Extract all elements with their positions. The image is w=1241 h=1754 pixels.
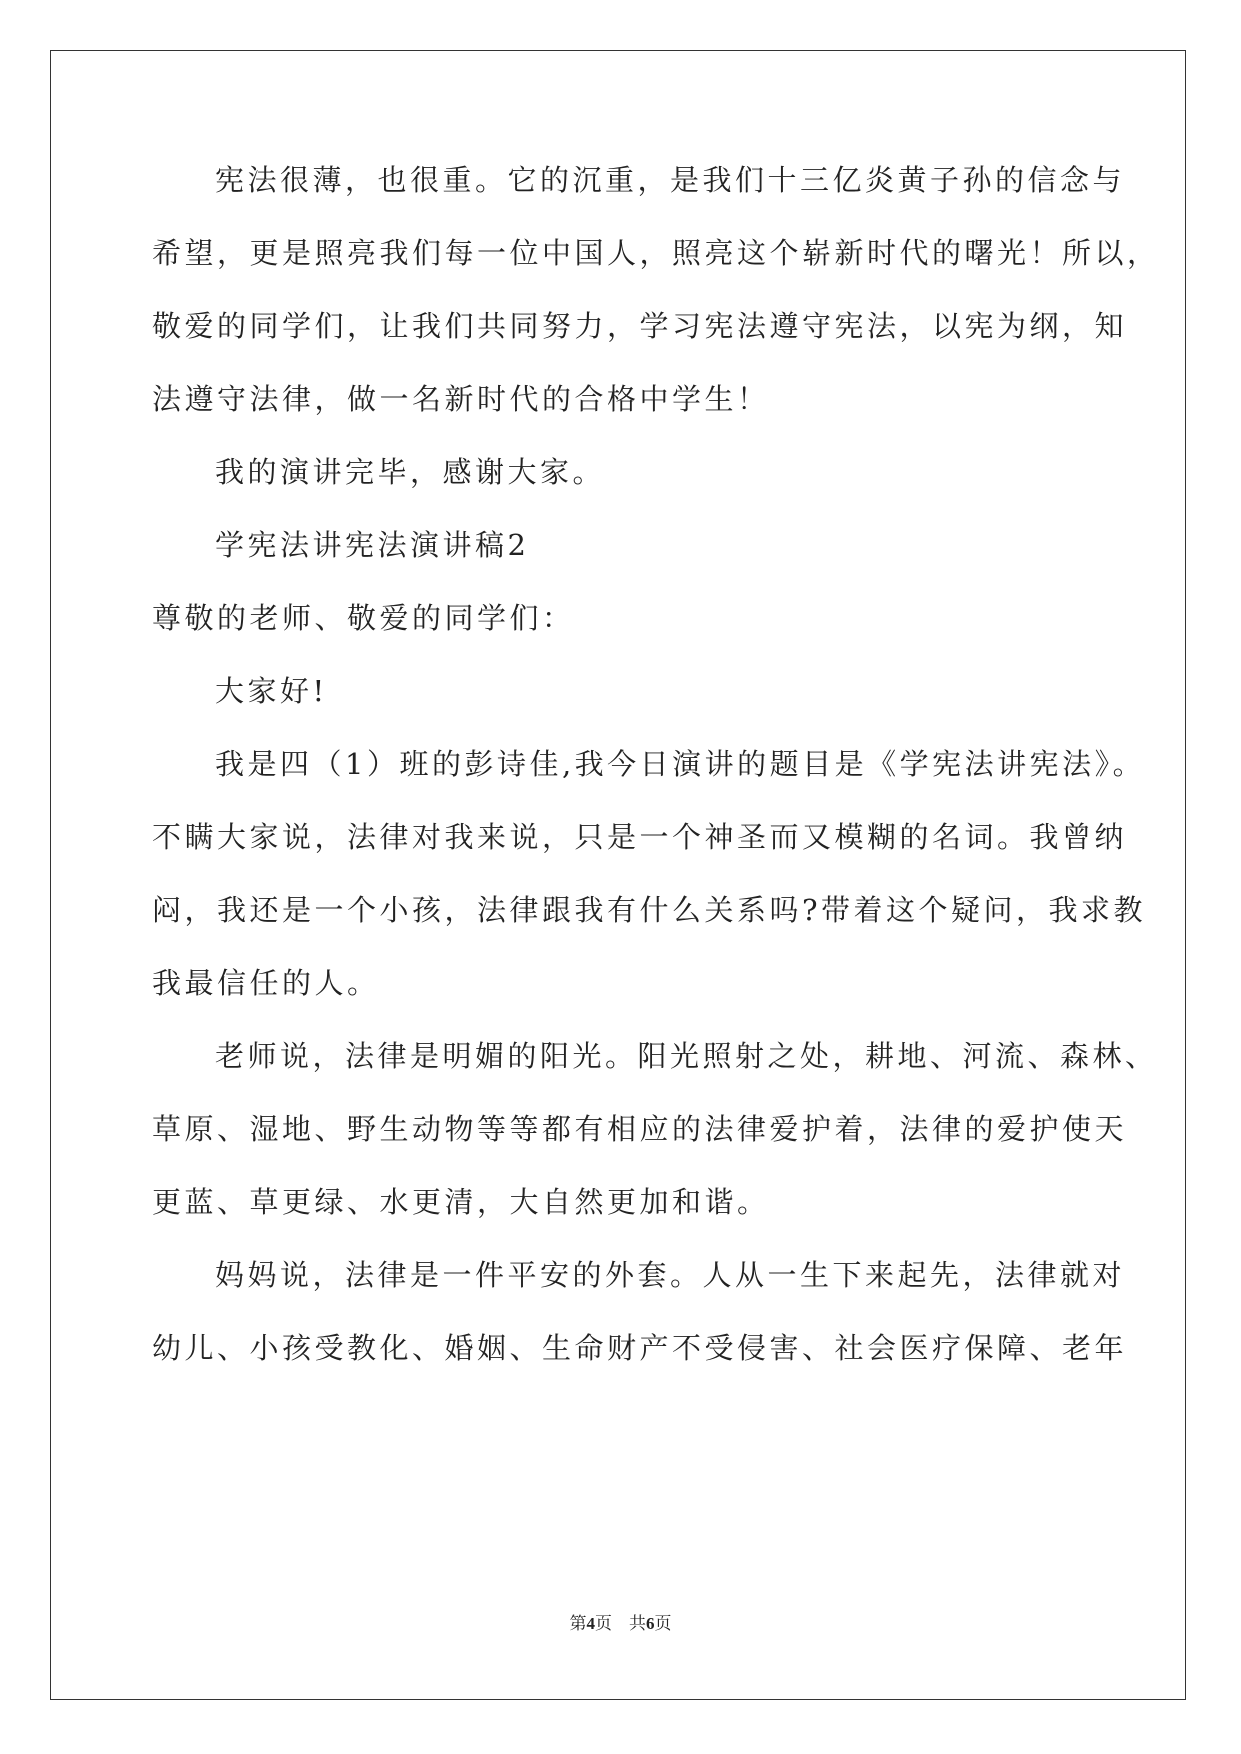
text-line: 我的演讲完毕，感谢大家。	[215, 455, 606, 489]
text-line: 法遵守法律，做一名新时代的合格中学生！	[152, 382, 770, 416]
page-total: 6	[646, 1614, 655, 1633]
page-footer	[0, 1612, 1241, 1636]
page-mid: 页 共	[595, 1614, 646, 1634]
text-line: 老师说，法律是明媚的阳光。阳光照射之处，耕地、河流、森林、	[215, 1039, 1158, 1073]
section-heading: 学宪法讲宪法演讲稿2	[215, 528, 530, 562]
text-line: 妈妈说，法律是一件平安的外套。人从一生下来起先，法律就对	[215, 1258, 1126, 1292]
text-line: 我最信任的人。	[152, 966, 380, 1000]
salutation: 尊敬的老师、敬爱的同学们：	[152, 601, 575, 635]
text-line: 草原、湿地、野生动物等等都有相应的法律爱护着，法律的爱护使天	[152, 1112, 1128, 1146]
text-line: 宪法很薄，也很重。它的沉重，是我们十三亿炎黄子孙的信念与	[215, 163, 1126, 197]
page-prefix: 第	[569, 1614, 587, 1634]
greeting: 大家好!	[215, 674, 328, 708]
text-line: 更蓝、草更绿、水更清，大自然更加和谐。	[152, 1185, 770, 1219]
text-line: 幼儿、小孩受教化、婚姻、生命财产不受侵害、社会医疗保障、老年	[152, 1331, 1128, 1365]
text-line: 闷，我还是一个小孩，法律跟我有什么关系吗?带着这个疑问，我求教	[152, 893, 1147, 927]
text-line: 不瞒大家说，法律对我来说，只是一个神圣而又模糊的名词。我曾纳	[152, 820, 1128, 854]
page-border	[50, 50, 1186, 1700]
page-number: 4	[586, 1614, 595, 1633]
page-suffix: 页	[654, 1614, 672, 1634]
text-line: 我是四（1）班的彭诗佳,我今日演讲的题目是《学宪法讲宪法》。	[215, 747, 1146, 781]
text-line: 敬爱的同学们，让我们共同努力，学习宪法遵守宪法，以宪为纲，知	[152, 309, 1128, 343]
text-line: 希望，更是照亮我们每一位中国人，照亮这个崭新时代的曙光！所以，	[152, 236, 1160, 270]
